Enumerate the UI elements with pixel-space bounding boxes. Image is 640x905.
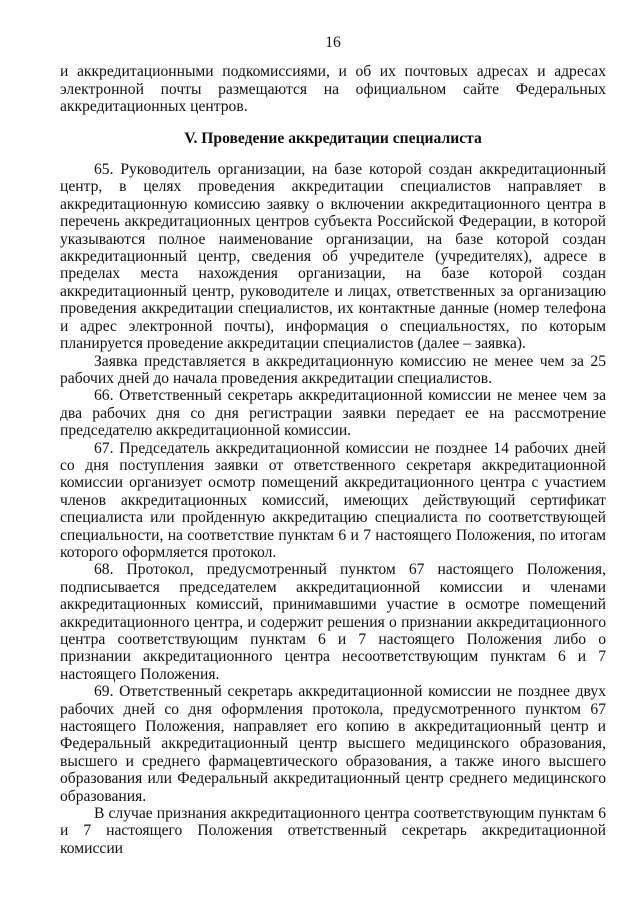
- page-number: 16: [325, 34, 341, 51]
- section-heading: V. Проведение аккредитации специалиста: [184, 129, 482, 147]
- paragraph-66: 66. Ответственный секретарь аккредитационной комиссии не менее чем за два рабочих дня со дня регистрации заявки передает ее на рассмотрение председателю аккредитационной комиссии.: [60, 387, 606, 440]
- intro-paragraph: и аккредитационными подкомиссиями, и об их почтовых адресах и адресах электронной почты размещаются на официальном сайте Федеральных аккредитационных центров.: [60, 63, 606, 116]
- paragraph-65: 65. Руководитель организации, на базе которой создан аккредитационный центр, в целях проведения аккредитации специалистов направляет в аккредитационную комиссию заявку о включении аккредитационного центра в перечень аккредитационных центров субъекта Российской Федерации, в которой указываются полное наименование организации, на базе которой создан аккредитационный центр, сведения об учредителе (учредителях), адресе в пределах места нахождения организации, на базе которой создан аккредитационный центр, руководителе и лицах, ответственных за организацию проведения аккредитации специалистов, их контактные данные (номер телефона и адрес электронной почты), информация о специальностях, по которым планируется проведение аккредитации специалистов (далее – заявка).: [60, 161, 606, 353]
- document-page: [60, 34, 606, 857]
- paragraph-65-application-deadline: Заявка представляется в аккредитационную комиссию не менее чем за 25 рабочих дней до начала проведения аккредитации специалистов.: [60, 352, 606, 387]
- paragraph-68: 68. Протокол, предусмотренный пунктом 67 настоящего Положения, подписывается председателем аккредитационной комиссии и членами аккредитационных комиссий, принимавшими участие в осмотре помещений аккредитационного центра, и содержит решения о признании аккредитационного центра соответствующим пунктам 6 и 7 настоящего Положения либо о признании аккредитационного центра несоответствующим пунктам 6 и 7 настоящего Положения.: [60, 561, 606, 683]
- paragraph-67: 67. Председатель аккредитационной комиссии не позднее 14 рабочих дней со дня поступления заявки от ответственного секретаря аккредитационной комиссии организует осмотр помещений аккредитационного центра с участием членов аккредитационных комиссий, имеющих действующий сертификат специалиста или пройденную аккредитацию специалиста по соответствующей специальности, на соответствие пунктам 6 и 7 настоящего Положения, по итогам которого оформляется протокол.: [60, 439, 606, 561]
- paragraph-69: 69. Ответственный секретарь аккредитационной комиссии не позднее двух рабочих дней со дня оформления протокола, предусмотренного пунктом 67 настоящего Положения, направляет его копию в аккредитационный центр и Федеральный аккредитационный центр высшего медицинского образования, высшего и среднего фармацевтического образования, а также иного высшего образования или Федеральный аккредитационный центр среднего медицинского образования.: [60, 683, 606, 805]
- paragraph-69-continued: В случае признания аккредитационного центра соответствующим пунктам 6 и 7 настоящего Положения ответственный секретарь аккредитационной комиссии: [60, 805, 606, 857]
- continued-text-wrapper: [60, 805, 606, 857]
